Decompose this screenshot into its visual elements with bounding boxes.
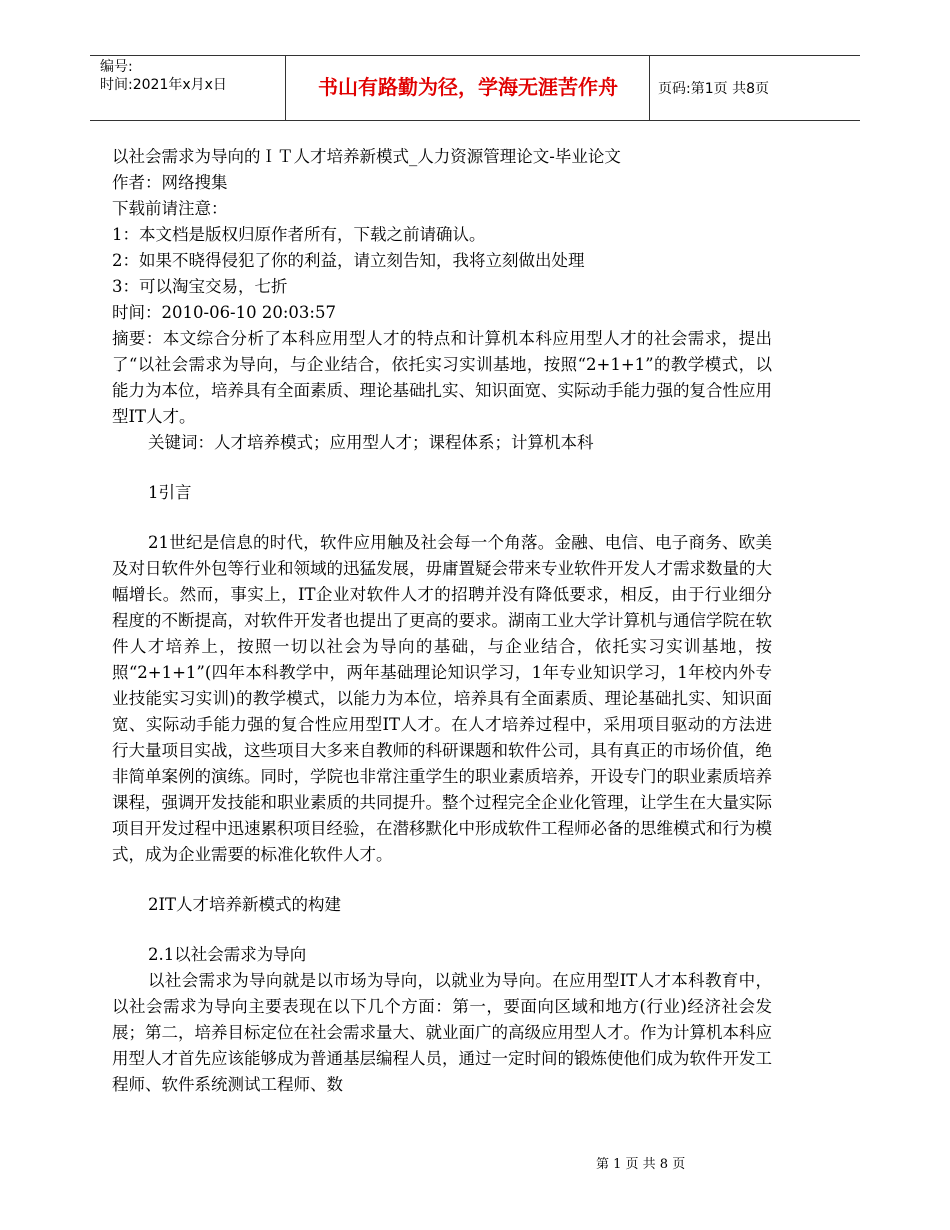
document-number-label: 编号: bbox=[100, 59, 133, 75]
keywords-line: 关键词：人才培养模式；应用型人才；课程体系；计算机本科 bbox=[148, 433, 594, 452]
header-divider-right bbox=[649, 56, 650, 120]
document-time-label: 时间:2021年x月x日 bbox=[100, 77, 227, 93]
abstract-paragraph: 摘要：本文综合分析了本科应用型人才的特点和计算机本科应用型人才的社会需求，提出了“以社会需求为导向，与企业结合，依托实习实训基地，按照“2+1+1”的教学模式，以能力为本位，培养具有全面素质、理论基础扎实、知识面宽、实际动手能力强的复合性应用型IT人才。 bbox=[112, 329, 772, 426]
header-motto: 书山有路勤为径，学海无涯苦作舟 bbox=[318, 75, 618, 99]
notice-item: 1：本文档是版权归原作者所有，下载之前请确认。 bbox=[112, 225, 486, 244]
notice-item: 3：可以淘宝交易，七折 bbox=[112, 277, 288, 296]
document-time: 时间：2010-06-10 20:03:57 bbox=[112, 303, 336, 322]
notice-heading: 下载前请注意： bbox=[112, 199, 228, 218]
document-author: 作者：网络搜集 bbox=[112, 173, 228, 192]
header-page-number: 页码:第1页 共8页 bbox=[658, 81, 769, 97]
section-paragraph: 21世纪是信息的时代，软件应用触及社会每一个角落。金融、电信、电子商务、欧美及对日软件外包等行业和领域的迅猛发展，毋庸置疑会带来专业软件开发人才需求数量的大幅增长。然而，事实上，IT企业对软件人才的招聘并没有降低要求，相反，由于行业细分程度的不断提高，对软件开发者也提出了更高的要求。湖南工业大学计算机与通信学院在软件人才培养上，按照一切以社会为导向的基础，与企业结合，依托实习实训基地，按照“2+1+1”(四年本科教学中，两年基础理论知识学习，1年专业知识学习，1年校内外专业技能实习实训)的教学模式，以能力为本位，培养具有全面素质、理论基础扎实、知识面宽、实际动手能力强的复合性应用型IT人才。在人才培养过程中，采用项目驱动的方法进行大量项目实战，这些项目大多来自教师的科研课题和软件公司，具有真正的市场价值，绝非简单案例的演练。同时，学院也非常注重学生的职业素质培养，开设专门的职业素质培养课程，强调开发技能和职业素质的共同提升。整个过程完全企业化管理，让学生在大量实际项目开发过程中迅速累积项目经验，在潜移默化中形成软件工程师必备的思维模式和行为模式，成为企业需要的标准化软件人才。 bbox=[112, 533, 772, 864]
header-divider-left bbox=[285, 56, 286, 120]
page-footer: 第 1 页 共 8 页 bbox=[596, 1157, 686, 1172]
document-title: 以社会需求为导向的ＩＴ人才培养新模式_人力资源管理论文-毕业论文 bbox=[112, 147, 621, 166]
subsection-heading: 2.1以社会需求为导向 bbox=[148, 945, 307, 964]
header-meta bbox=[100, 58, 227, 94]
section-heading: 1引言 bbox=[148, 483, 192, 502]
notice-item: 2：如果不晓得侵犯了你的利益，请立刻告知，我将立刻做出处理 bbox=[112, 251, 585, 270]
document-body bbox=[112, 144, 772, 1098]
section-paragraph: 以社会需求为导向就是以市场为导向，以就业为导向。在应用型IT人才本科教育中，以社会需求为导向主要表现在以下几个方面：第一，要面向区域和地方(行业)经济社会发展；第二，培养目标定位在社会需求量大、就业面广的高级应用型人才。作为计算机本科应用型人才首先应该能够成为普通基层编程人员，通过一定时间的锻炼使他们成为软件开发工程师、软件系统测试工程师、数 bbox=[112, 971, 772, 1094]
section-heading: 2IT人才培养新模式的构建 bbox=[148, 895, 342, 914]
header-bottom-rule bbox=[90, 120, 860, 121]
header-top-rule bbox=[90, 55, 860, 56]
